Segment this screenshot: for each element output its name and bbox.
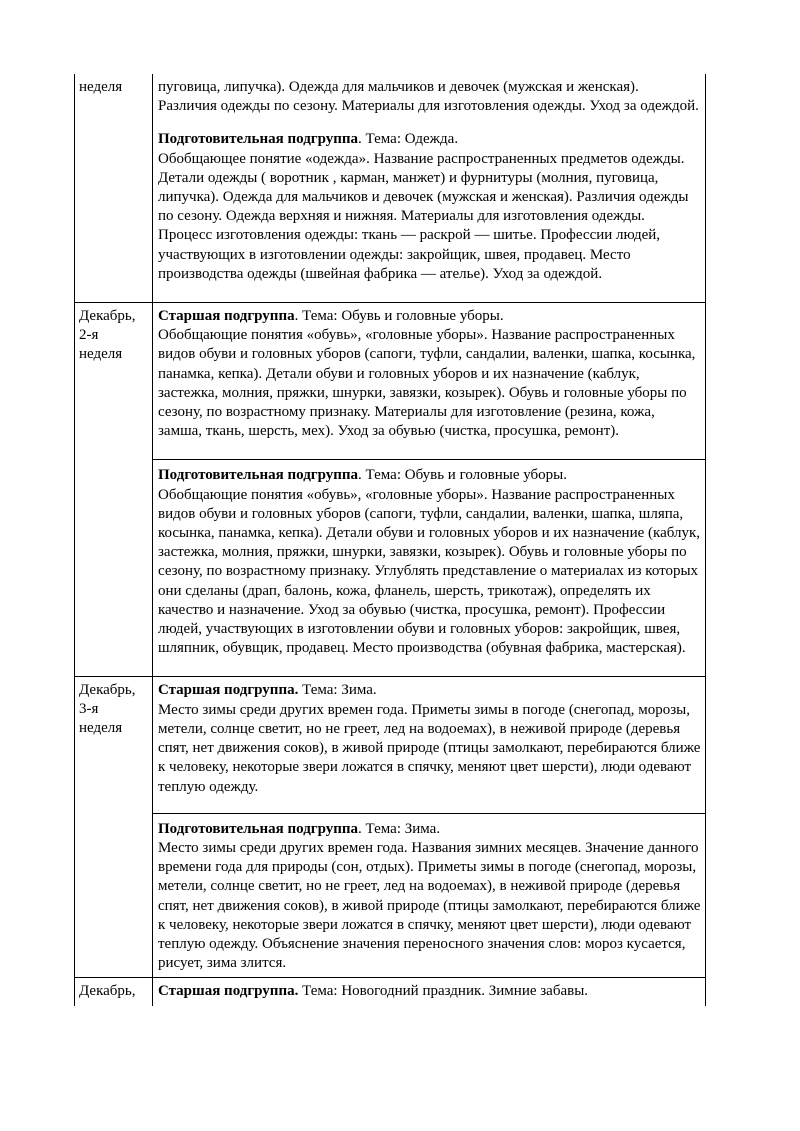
block-text: Обобщающее понятие «одежда». Название распространенных предметов одежды. Детали одежды ( воротник , карман, манжет) и фурнитуры (молния, пуговица, липучка). Одежда для мальчиков и девочек (мужская и женская). Различия одежды по сезону. Одежда верхняя и нижняя. Материалы для изготовления одежды. Процесс изготовления одежды: ткань — раскрой — шитье. Профессии людей, участвующих в изготовлении одежды: закройщик, швея, продавец. Место производства одежды (швейная фабрика — ателье). Уход за одеждой. <box>158 150 689 282</box>
table-row <box>74 74 706 303</box>
theme-label: . Тема: Обувь и головные уборы. <box>358 467 568 484</box>
week-cell: неделя <box>74 74 153 302</box>
theme-label: . Тема: Одежда. <box>358 131 459 148</box>
block-text: Обобщающие понятия «обувь», «головные уборы». Название распространенных видов обуви и головных уборов (сапоги, туфли, сандалии, валенки, шапка, косынка, панамка, кепка). Детали обуви и головных уборов и их назначение (каблук, застежка, молния, пряжки, шнурки, завязки, козырек). Обувь и головные уборы по сезону, по возрастному признаку. Материалы для изготовление (резина, кожа, замша, ткань, шерсть, мех). Уход за обувью (чистка, просушка, ремонт). <box>158 327 696 440</box>
content-cell <box>153 677 706 977</box>
block-text: Обобщающие понятия «обувь», «головные уборы». Название распространенных видов обуви и головных уборов (сапоги, туфли, сандалии, валенки, шапка, шляпа, косынка, панамка, кепка). Детали обуви и головных уборов и их назначение (каблук, застежка, молния, пряжки, шнурки, завязки, козырек). Обувь и головные уборы по сезону, по возрастному признаку. Углублять представление о материалах из которых они сделаны (драп, балонь, кожа, фланель, шерсть, трикотаж), определять их качество и назначение. Уход за обувью (чистка, просушка, ремонт). Профессии людей, участвующих в изготовлении обуви и головных уборов: закройщик, швея, шляпник, обувщик, продавец. Место производства (обувная фабрика, мастерская). <box>158 486 701 657</box>
senior-subgroup-block <box>158 681 701 812</box>
plain-block <box>158 78 701 130</box>
content-cell <box>153 978 706 1006</box>
subgroup-heading: Подготовительная подгруппа <box>158 131 359 148</box>
theme-label: Тема: Новогодний праздник. Зимние забавы. <box>298 983 589 1000</box>
prep-subgroup-block <box>153 459 705 676</box>
table-row <box>74 303 706 677</box>
subgroup-heading: Старшая подгруппа. <box>158 682 299 699</box>
block-text: Место зимы среди других времен года. Названия зимних месяцев. Значение данного времени года для природы (сон, отдых). Приметы зимы в погоде (снегопад, морозы, метели, солнце светит, но не греет, лед на водоемах), в неживой природе (деревья спят, нет движения соков), в живой природе (птицы замолкают, перебираются ближе к человеку, некоторые звери ложатся в спячку, меняют цвет шерсти), люди одевают теплую одежду. Объяснение значения переносного значения слов: мороз кусается, рисует, зима злится. <box>158 839 701 972</box>
block-text: пуговица, липучка). Одежда для мальчиков и девочек (мужская и женская). Различия одежды по сезону. Материалы для изготовления одежды. Уход за одеждой. <box>158 79 699 115</box>
content-cell <box>153 303 706 676</box>
theme-label: Тема: Зима. <box>298 682 377 699</box>
week-cell: Декабрь, 3-я неделя <box>74 677 153 977</box>
table-row <box>74 978 706 1006</box>
theme-label: . Тема: Зима. <box>358 820 441 837</box>
subgroup-heading: Старшая подгруппа <box>158 308 295 325</box>
week-cell: Декабрь, <box>74 978 153 1006</box>
senior-subgroup-block <box>158 307 701 459</box>
block-text: Место зимы среди других времен года. Приметы зимы в погоде (снегопад, морозы, метели, солнце светит, но не греет, лед на водоемах), в неживой природе (деревья спят, нет движения соков), в живой природе (птицы замолкают, перебираются ближе к человеку, некоторые звери ложатся в спячку, меняют цвет шерсти), люди одевают теплую одежду. <box>158 701 701 795</box>
subgroup-heading: Подготовительная подгруппа <box>158 820 359 837</box>
table-row <box>74 677 706 978</box>
prep-subgroup-block <box>153 813 705 978</box>
senior-subgroup-block <box>158 982 701 1015</box>
subgroup-heading: Подготовительная подгруппа <box>158 467 359 484</box>
content-cell <box>153 74 706 302</box>
prep-subgroup-block <box>158 130 701 302</box>
plan-table <box>74 74 706 1006</box>
week-cell: Декабрь, 2-я неделя <box>74 303 153 676</box>
theme-label: . Тема: Обувь и головные уборы. <box>294 308 504 325</box>
subgroup-heading: Старшая подгруппа. <box>158 983 299 1000</box>
